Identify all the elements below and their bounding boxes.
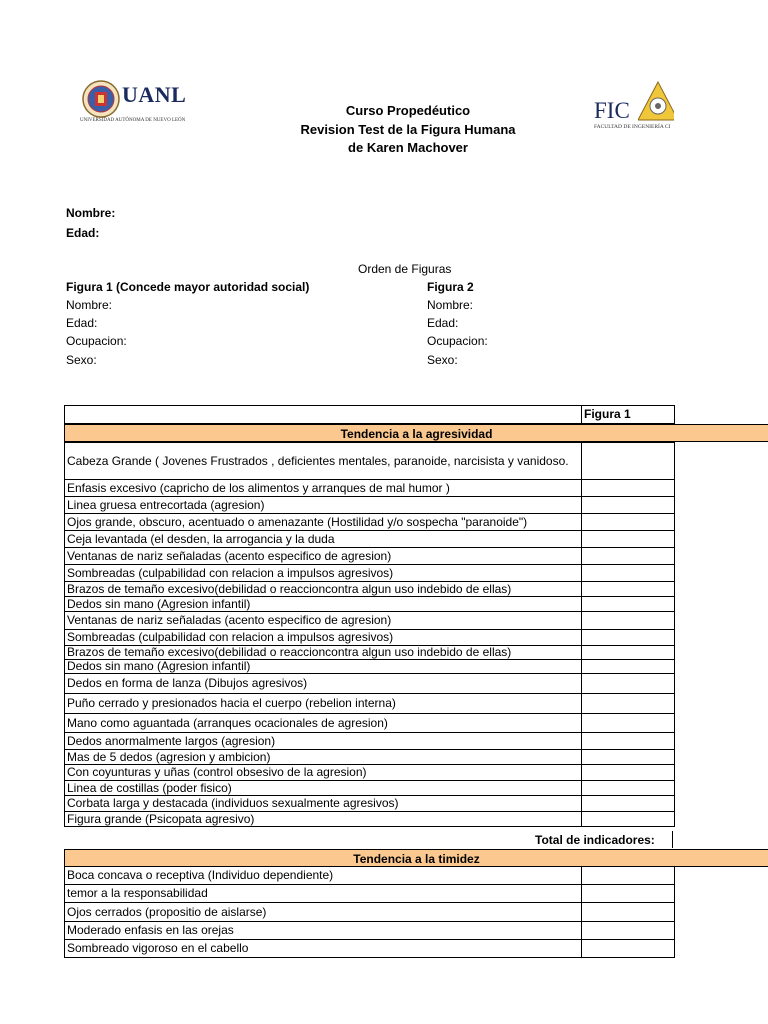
figura2-edad: Edad:: [427, 316, 459, 330]
title-line-1: Curso Propedéutico: [345, 103, 471, 118]
table-row: Ventanas de nariz señaladas (acento especifico de agresion): [65, 612, 582, 630]
title-line-3: de Karen Machover: [348, 140, 468, 155]
figura1-edad: Edad:: [66, 316, 98, 330]
header-blank-cell: [65, 406, 582, 424]
figura1-cell[interactable]: [582, 903, 675, 922]
table-row: Moderado enfasis en las orejas: [65, 922, 582, 940]
figura1-cell[interactable]: [582, 714, 675, 733]
figura1-cell[interactable]: [582, 646, 675, 660]
table-row: Dedos en forma de lanza (Dibujos agresivos): [65, 674, 582, 694]
table-row: Dedos sin mano (Agresion infantil): [65, 597, 582, 612]
figura1-cell[interactable]: [582, 885, 675, 903]
figura1-cell[interactable]: [582, 612, 675, 630]
section-timidez-band: Tendencia a la timidez: [64, 849, 768, 867]
edad-label: Edad:: [66, 226, 100, 240]
figura1-cell[interactable]: [582, 582, 675, 597]
table-row: Dedos sin mano (Agresion infantil): [65, 660, 582, 674]
table-row: Mano como aguantada (arranques ocacionales de agresion): [65, 714, 582, 733]
table-row: Corbata larga y destacada (individuos sexualmente agresivos): [65, 796, 582, 812]
figura1-cell[interactable]: [582, 597, 675, 612]
figura1-cell[interactable]: [582, 765, 675, 781]
table-row: Ojos grande, obscuro, acentuado o amenazante (Hostilidad y/o sospecha "paranoide"): [65, 514, 582, 531]
figura1-nombre: Nombre:: [66, 298, 113, 312]
figura1-cell[interactable]: [582, 480, 675, 497]
figura1-cell[interactable]: [582, 630, 675, 646]
table-row: Cabeza Grande ( Jovenes Frustrados , deficientes mentales, paranoide, narcisista y vanidoso.: [65, 443, 582, 480]
table-header: [64, 405, 675, 424]
figura1-cell[interactable]: [582, 565, 675, 582]
timidez-table: [64, 866, 675, 958]
nombre-label: Nombre:: [66, 206, 116, 220]
figura1-cell[interactable]: [582, 660, 675, 674]
figura1-sexo: Sexo:: [66, 353, 97, 367]
figura1-cell[interactable]: [582, 796, 675, 812]
figura1-cell[interactable]: [582, 940, 675, 958]
figura1-title: Figura 1 (Concede mayor autoridad social): [66, 280, 310, 294]
figura1-cell[interactable]: [582, 781, 675, 796]
figura1-column-header: Figura 1: [582, 406, 675, 424]
table-row: Sombreado vigoroso en el cabello: [65, 940, 582, 958]
table-row: Dedos anormalmente largos (agresion): [65, 733, 582, 750]
table-row: Ojos cerrados (propositio de aislarse): [65, 903, 582, 922]
figura1-cell[interactable]: [582, 694, 675, 714]
fic-logo-text: FIC: [594, 98, 630, 123]
figura1-cell[interactable]: [582, 514, 675, 531]
table-row: Mas de 5 dedos (agresion y ambicion): [65, 750, 582, 765]
table-row: Figura grande (Psicopata agresivo): [65, 812, 582, 827]
table-row: Sombreadas (culpabilidad con relacion a impulsos agresivos): [65, 565, 582, 582]
table-row: Linea de costillas (poder fisico): [65, 781, 582, 796]
table-row: Brazos de temaño excesivo(debilidad o reaccioncontra algun uso indebido de ellas): [65, 582, 582, 597]
figura2-sexo: Sexo:: [427, 353, 458, 367]
uanl-logo-subtext: UNIVERSIDAD AUTÓNOMA DE NUEVO LEÓN: [80, 118, 186, 123]
table-row: Puño cerrado y presionados hacia el cuerpo (rebelion interna): [65, 694, 582, 714]
figura1-cell[interactable]: [582, 531, 675, 548]
figura2-title: Figura 2: [427, 280, 474, 294]
agresividad-table: [64, 442, 675, 827]
table-row: Enfasis excesivo (capricho de los alimentos y arranques de mal humor ): [65, 480, 582, 497]
figura1-cell[interactable]: [582, 733, 675, 750]
table-row: Con coyunturas y uñas (control obsesivo de la agresion): [65, 765, 582, 781]
title-line-2: Revision Test de la Figura Humana: [300, 122, 516, 137]
figura1-cell[interactable]: [582, 812, 675, 827]
section-agresividad-band: Tendencia a la agresividad: [64, 424, 768, 442]
figura1-cell[interactable]: [582, 443, 675, 480]
figura2-nombre: Nombre:: [427, 298, 474, 312]
fic-logo-subtext: FACULTAD DE INGENIERÍA CI: [594, 124, 671, 130]
total-blank: [64, 831, 580, 848]
uanl-logo-text: UANL: [122, 82, 187, 107]
figura1-ocupacion: Ocupacion:: [66, 334, 127, 348]
figura1-cell[interactable]: [582, 548, 675, 565]
table-row: temor a la responsabilidad: [65, 885, 582, 903]
table-row: Linea gruesa entrecortada (agresion): [65, 497, 582, 514]
table-row: Brazos de temaño excesivo(debilidad o reaccioncontra algun uso indebido de ellas): [65, 646, 582, 660]
figura1-cell[interactable]: [582, 497, 675, 514]
total-indicadores-label: Total de indicadores:: [535, 833, 655, 847]
table-row: Boca concava o receptiva (Individuo dependiente): [65, 867, 582, 885]
table-row: Ventanas de nariz señaladas (acento especifico de agresion): [65, 548, 582, 565]
figura1-cell[interactable]: [582, 750, 675, 765]
table-row: Sombreadas (culpabilidad con relacion a impulsos agresivos): [65, 630, 582, 646]
orden-heading: Orden de Figuras: [358, 262, 452, 276]
figura1-cell[interactable]: [582, 674, 675, 694]
figura2-ocupacion: Ocupacion:: [427, 334, 488, 348]
figura1-cell[interactable]: [582, 922, 675, 940]
figura1-cell[interactable]: [582, 867, 675, 885]
table-row: Ceja levantada (el desden, la arrogancia y la duda: [65, 531, 582, 548]
